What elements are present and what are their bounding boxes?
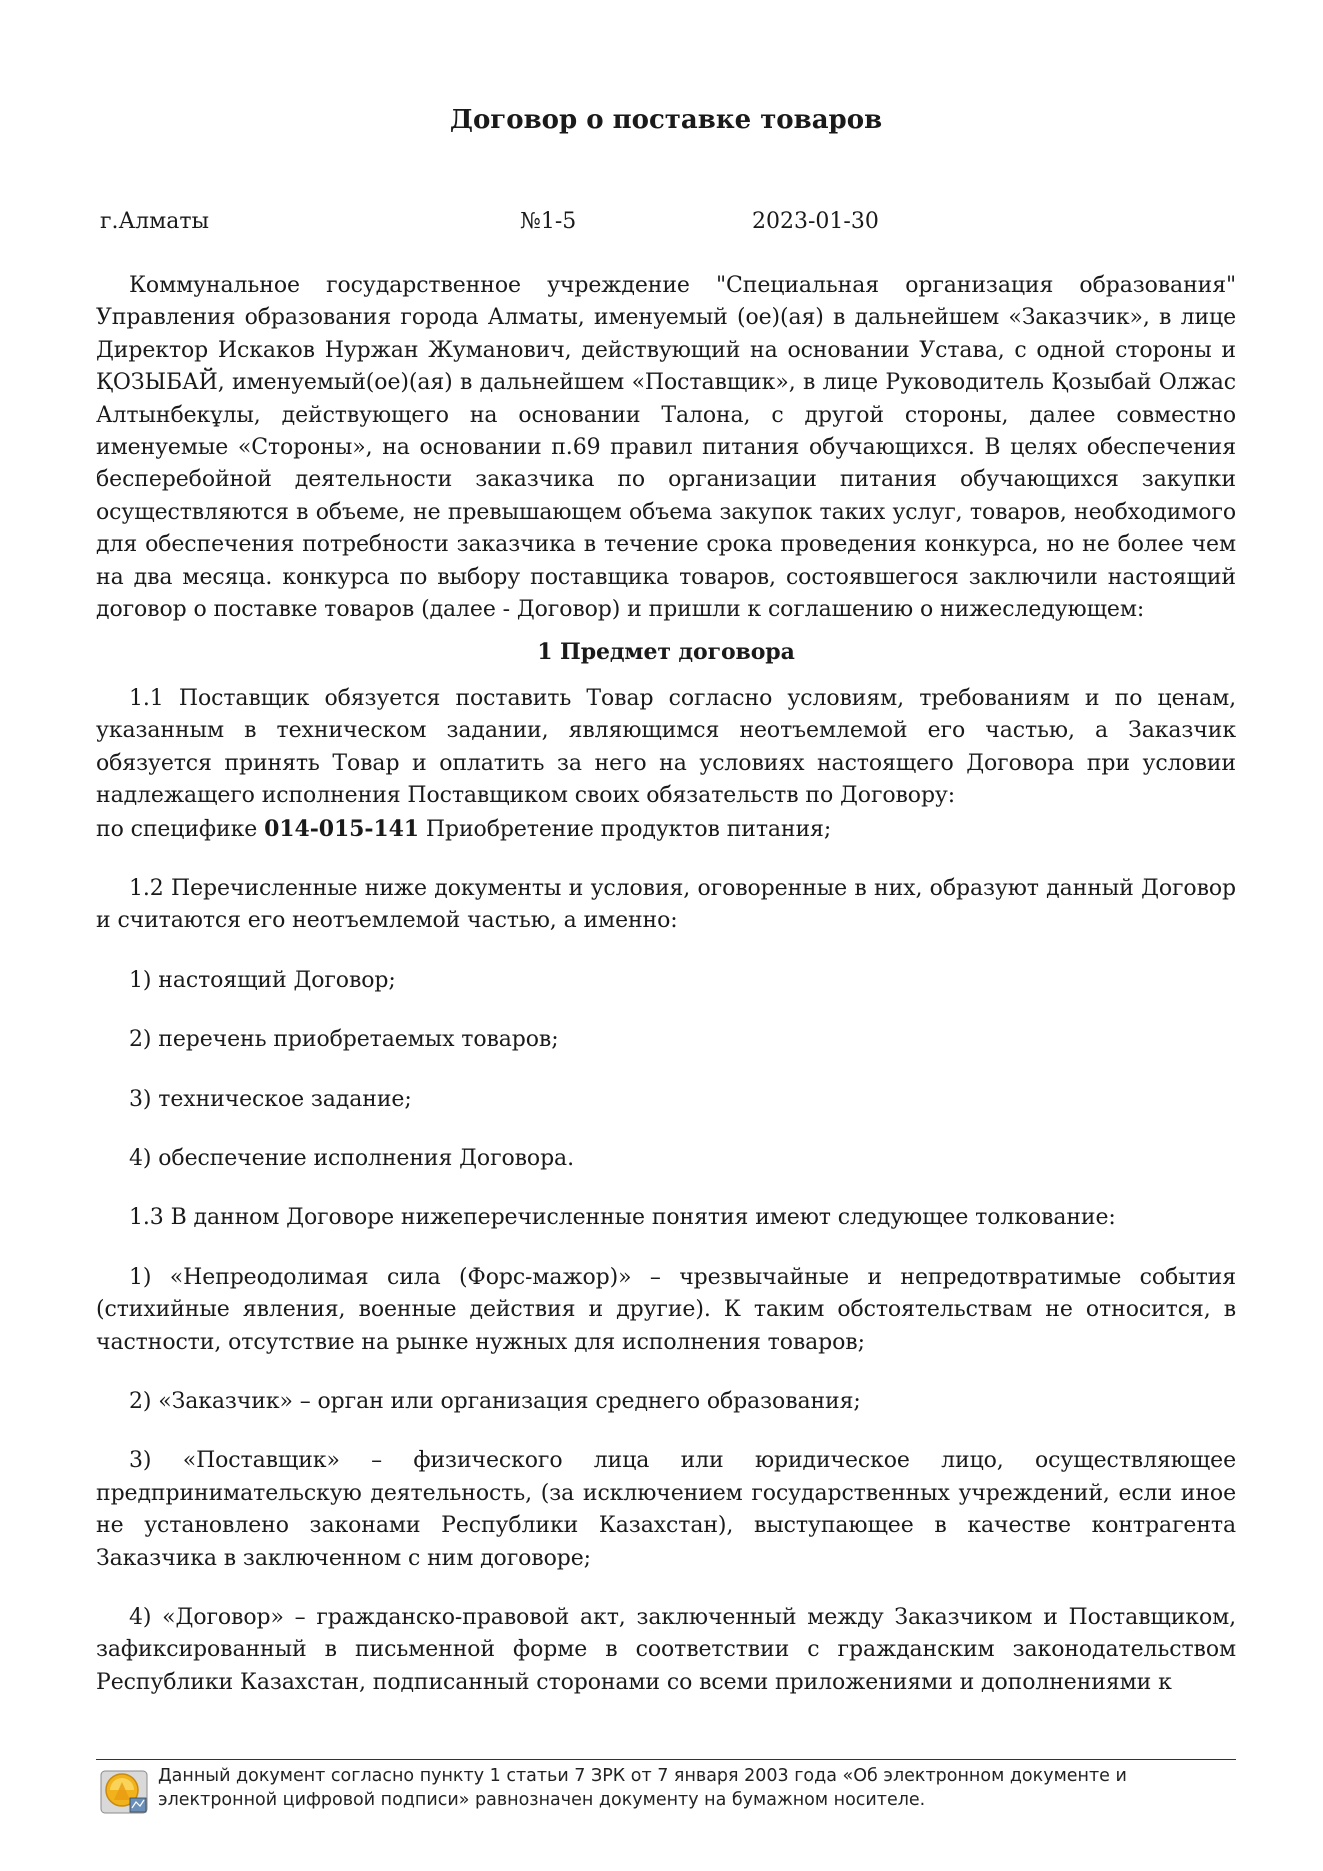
document-body — [96, 270, 1236, 1699]
clause-1-1: 1.1 Поставщик обязуется поставить Товар согласно условиям, требованиям и по ценам, указанным в техническом задании, являющимся неотъемлемой его частью, а Заказчик обязуется принять Товар и оплатить за него на условиях настоящего Договора при условии надлежащего исполнения Поставщиком своих обязательств по Договору: — [96, 685, 1236, 809]
definition-item: 2) «Заказчик» – орган или организация среднего образования; — [129, 1388, 861, 1414]
definition-item: 1) «Непреодолимая сила (Форс-мажор)» – чрезвычайные и непредотвратимые события (стихийные явления, военные действия и другие). К таким обстоятельствам не относится, в частности, отсутствие на рынке нужных для исполнения товаров; — [96, 1264, 1236, 1355]
document-date: 2023-01-30 — [752, 209, 879, 234]
clause-1-2: 1.2 Перечисленные ниже документы и условия, оговоренные в них, образуют данный Договор и считаются его неотъемлемой частью, а именно: — [96, 875, 1236, 934]
list-item: 2) перечень приобретаемых товаров; — [129, 1027, 559, 1053]
document-number: №1-5 — [520, 209, 577, 234]
spec-prefix: по специфике — [96, 816, 258, 842]
spec-suffix: Приобретение продуктов питания; — [425, 816, 832, 842]
list-item: 1) настоящий Договор; — [129, 967, 396, 993]
document-title: Договор о поставке товаров — [449, 105, 883, 135]
e-signature-footer — [96, 1759, 1236, 1820]
definition-item: 3) «Поставщик» – физического лица или юридическое лицо, осуществляющее предпринимательскую деятельность, (за исключением государственных учреждений, если иное не установлено законами Республики Казахстан), выступающее в качестве контрагента Заказчика в заключенном с ним договоре; — [96, 1448, 1236, 1571]
clause-1-3: 1.3 В данном Договоре нижеперечисленные понятия имеют следующее толкование: — [129, 1205, 1116, 1231]
list-item: 4) обеспечение исполнения Договора. — [129, 1145, 574, 1171]
document-city: г.Алматы — [100, 209, 210, 234]
document-meta — [96, 207, 1236, 237]
spec-code: 014-015-141 — [264, 815, 420, 842]
preamble-paragraph: Коммунальное государственное учреждение "Специальная организация образования" Управления образования города Алматы, именуемый (ое)(ая) в дальнейшем «Заказчик», в лице Директор Искаков Нуржан Жуманович, действующий на основании Устава, с одной стороны и ҚОЗЫБАЙ, именуемый(ое)(ая) в дальнейшем «Поставщик», в лице Руководитель Қозыбай Олжас Алтынбекұлы, действующего на основании Талона, с другой стороны, далее совместно именуемые «Стороны», на основании п.69 правил питания обучающихся. В целях обеспечения бесперебойной деятельности заказчика по организации питания обучающихся закупки осуществляются в объеме, не превышающем объема закупок таких услуг, товаров, необходимого для обеспечения потребности заказчика в течение срока проведения конкурса, но не более чем на два месяца. конкурса по выбору поставщика товаров, состоявшегося заключили настоящий договор о поставке товаров (далее - Договор) и пришли к соглашению о нижеследующем: — [96, 273, 1236, 623]
section-heading: 1 Предмет договора — [537, 639, 795, 666]
list-item: 3) техническое задание; — [129, 1086, 412, 1112]
e-document-seal-icon — [100, 1768, 150, 1816]
specification-line — [96, 813, 1236, 846]
definition-item: 4) «Договор» – гражданско-правовой акт, заключенный между Заказчиком и Поставщиком, зафиксированный в письменной форме в соответствии с гражданским законодательством Республики Казахстан, подписанный сторонами со всеми приложениями и дополнениями к — [96, 1605, 1236, 1695]
footer-legal-text: Данный документ согласно пункту 1 статьи 7 ЗРК от 7 января 2003 года «Об электронном документе и электронной цифровой подписи» равнозначен документу на бумажном носителе. — [158, 1766, 1127, 1810]
